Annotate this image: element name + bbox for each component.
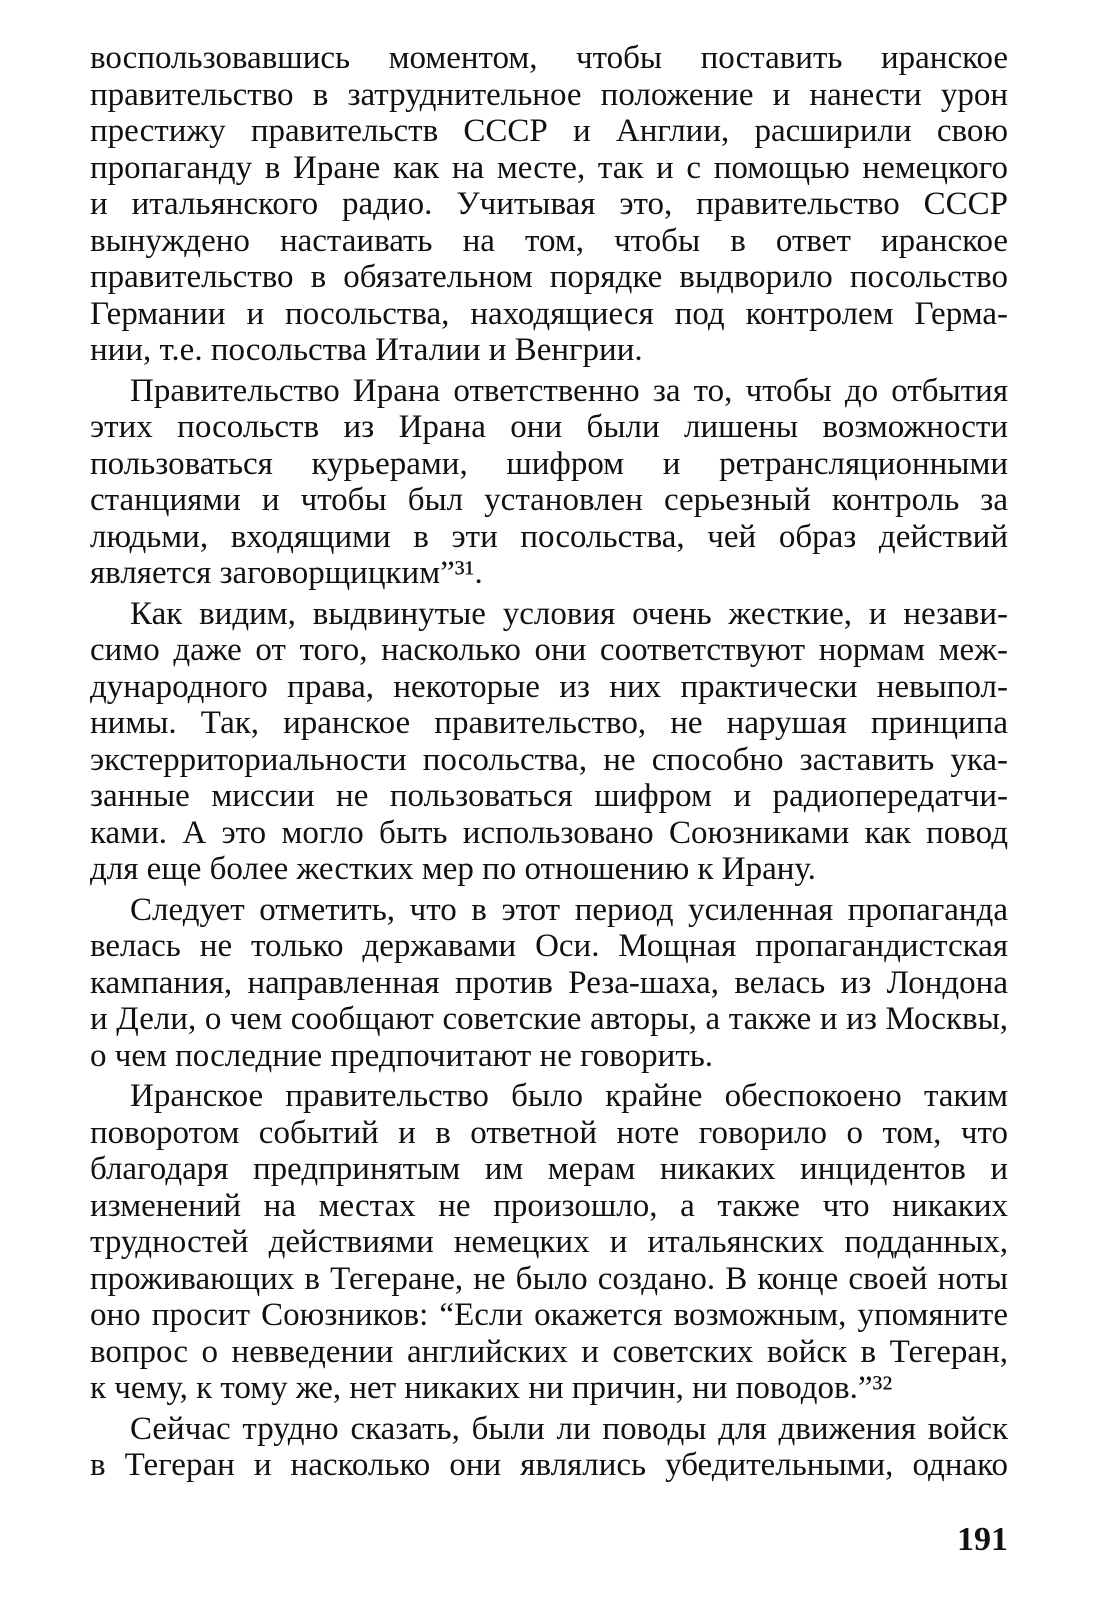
paragraph-6 (90, 1411, 1008, 1484)
paragraph-5 (90, 1078, 1008, 1407)
text-line: для еще более жестких мер по отношению к Ирану. (90, 851, 816, 887)
text-line: Иранское правительство было крайне обеспокоено таким (130, 1078, 1008, 1114)
text-line: поворотом событий и в ответной ноте говорило о том, что (90, 1114, 1008, 1151)
text-line: к чему, к тому же, нет никаких ни причин, ни поводов.”³² (90, 1370, 893, 1406)
text-line: пользоваться курьерами, шифром и ретрансляционными (90, 445, 1008, 482)
text-line: в Тегеран и насколько они являлись убедительными, однако (90, 1447, 1008, 1483)
text-line: симо даже от того, насколько они соответствуют нормам меж- (90, 632, 1008, 668)
text-line: нимы. Так, иранское правительство, не нарушая принципа (90, 705, 1008, 741)
page-number: 191 (957, 1521, 1008, 1558)
text-line: и Дели, о чем сообщают советские авторы, а также и из Москвы, (90, 1001, 1008, 1037)
body-text (90, 40, 1008, 1488)
text-line: нии, т.е. посольства Италии и Венгрии. (90, 332, 643, 368)
text-line: трудностей действиями немецких и итальянских подданных, (90, 1224, 1008, 1260)
text-line: вопрос о невведении английских и советских войск в Тегеран, (90, 1333, 1008, 1370)
text-line: велась не только державами Оси. Мощная пропагандистская (90, 928, 1008, 964)
text-line: Правительство Ирана ответственно за то, чтобы до отбытия (130, 372, 1008, 409)
text-line: воспользовавшись моментом, чтобы поставить иранское (90, 40, 1008, 76)
text-line: кампания, направленная против Реза-шаха, велась из Лондона (90, 964, 1008, 1001)
text-line: престижу правительств СССР и Англии, расширили свою (90, 113, 1008, 149)
paragraph-4 (90, 892, 1008, 1075)
text-line: Как видим, выдвинутые условия очень жесткие, и незави- (130, 595, 1008, 632)
text-line: занные миссии не пользоваться шифром и радиопередатчи- (90, 778, 1008, 814)
text-line: людьми, входящими в эти посольства, чей образ действий (90, 518, 1008, 555)
paragraph-1 (90, 40, 1008, 369)
text-line: проживающих в Тегеране, не было создано. В конце своей ноты (90, 1260, 1008, 1297)
text-line: пропаганду в Иране как на месте, так и с помощью немецкого (90, 149, 1008, 186)
text-line: правительство в обязательном порядке выдворило посольство (90, 259, 1008, 295)
text-line: дународного права, некоторые из них практически невыпол- (90, 668, 1008, 705)
text-line: этих посольств из Ирана они были лишены возможности (90, 409, 1008, 445)
text-line: Германии и посольства, находящиеся под контролем Герма- (90, 295, 1008, 332)
text-line: Сейчас трудно сказать, были ли поводы для движения войск (130, 1410, 1008, 1447)
text-line: является заговорщицким”³¹. (90, 555, 483, 591)
text-line: экстерриториальности посольства, не способно заставить ука- (90, 741, 1008, 778)
text-line: вынуждено настаивать на том, чтобы в ответ иранское (90, 222, 1008, 259)
text-line: ками. А это могло быть использовано Союзниками как повод (90, 814, 1008, 851)
paragraph-3 (90, 596, 1008, 888)
text-line: Следует отметить, что в этот период усиленная пропаганда (130, 891, 1008, 928)
paragraph-2 (90, 373, 1008, 592)
text-line: и итальянского радио. Учитывая это, правительство СССР (90, 186, 1008, 222)
text-line: правительство в затруднительное положение и нанести урон (90, 76, 1008, 113)
text-line: изменений на местах не произошло, а также что никаких (90, 1187, 1008, 1224)
text-line: оно просит Союзников: “Если окажется возможным, упомяните (90, 1297, 1008, 1333)
text-line: благодаря предпринятым им мерам никаких инцидентов и (90, 1151, 1008, 1187)
text-line: станциями и чтобы был установлен серьезный контроль за (90, 482, 1008, 518)
text-line: о чем последние предпочитают не говорить. (90, 1037, 714, 1074)
